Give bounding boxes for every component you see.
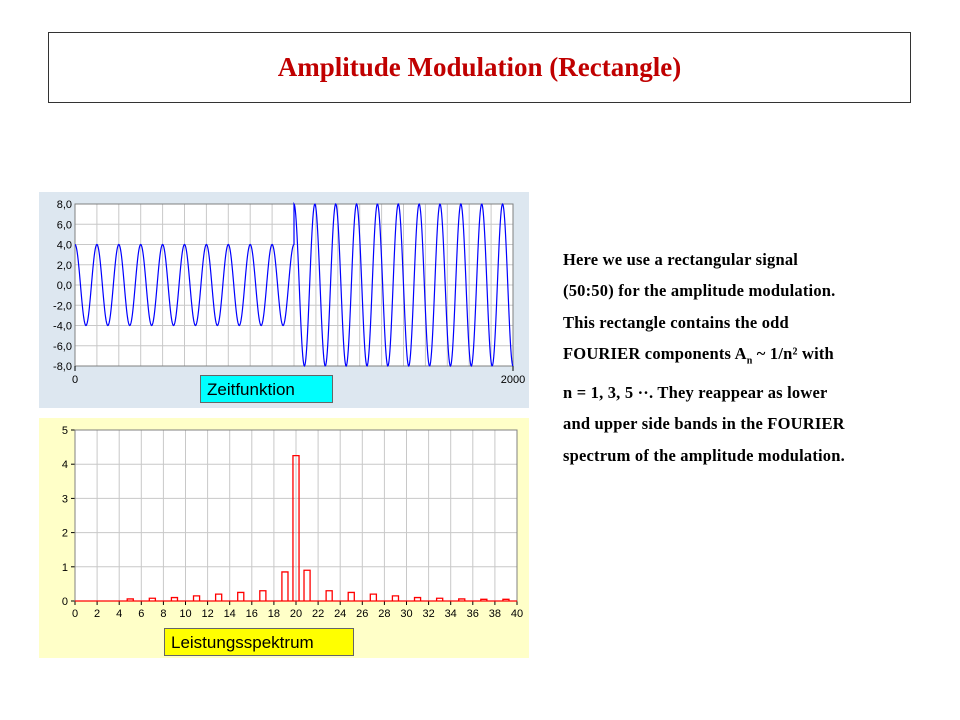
time-function-panel — [39, 192, 529, 408]
time-function-label: Zeitfunktion — [200, 375, 333, 403]
x-tick-label: 20 — [289, 608, 303, 620]
description-line-part: ~ 1/n² with — [752, 344, 834, 364]
x-tick-label: 28 — [378, 608, 391, 620]
x-tick-label: 38 — [488, 608, 502, 620]
description-line: n = 1, 3, 5 ··. They reappear as lower — [563, 382, 828, 402]
x-tick-label: 14 — [223, 608, 236, 620]
y-tick-label: 2 — [61, 527, 68, 540]
x-tick-label: 26 — [356, 608, 369, 620]
y-tick-label: -4,0 — [53, 320, 72, 333]
y-tick-label: 4,0 — [56, 239, 72, 252]
power-spectrum-chart — [39, 418, 529, 658]
title-box — [48, 32, 911, 103]
y-tick-label: 4 — [61, 459, 68, 472]
x-tick-label: 12 — [201, 608, 214, 620]
subscript-n: n — [746, 355, 753, 367]
x-tick-label: 8 — [160, 608, 167, 620]
x-tick-label: 22 — [311, 608, 325, 620]
description-line: This rectangle contains the odd — [563, 312, 789, 332]
description-line: and upper side bands in the FOURIER — [563, 414, 845, 434]
y-tick-label: 0,0 — [56, 280, 72, 292]
x-tick-label: 30 — [400, 608, 413, 620]
x-tick-label: 0 — [71, 608, 79, 620]
x-tick-label: 0 — [71, 374, 79, 386]
x-tick-label: 2 — [94, 608, 101, 620]
x-tick-label: 32 — [422, 608, 435, 620]
power-spectrum-panel — [39, 418, 529, 658]
x-tick-label: 36 — [466, 608, 479, 620]
y-tick-label: 8,0 — [56, 199, 72, 211]
x-tick-label: 40 — [510, 608, 524, 620]
y-tick-label: 0 — [61, 596, 68, 608]
x-tick-label: 24 — [334, 608, 347, 620]
power-spectrum-label: Leistungsspektrum — [164, 628, 354, 656]
y-tick-label: 5 — [61, 425, 68, 437]
x-tick-label: 6 — [138, 608, 145, 620]
y-tick-label: 6,0 — [56, 219, 72, 232]
y-tick-label: -8,0 — [53, 361, 72, 373]
x-tick-label: 2000 — [500, 374, 526, 386]
x-tick-label: 16 — [245, 608, 258, 620]
description-line: spectrum of the amplitude modulation. — [563, 445, 845, 465]
y-tick-label: -6,0 — [53, 340, 72, 353]
y-tick-label: 3 — [61, 493, 68, 506]
description-line: (50:50) for the amplitude modulation. — [563, 281, 836, 301]
description-line — [563, 338, 943, 377]
description-line-part: FOURIER components A — [563, 344, 747, 364]
x-tick-label: 18 — [267, 608, 281, 620]
y-tick-label: 2,0 — [56, 259, 72, 272]
x-tick-label: 10 — [179, 608, 192, 620]
x-tick-label: 34 — [444, 608, 457, 620]
description-line: Here we use a rectangular signal — [563, 250, 799, 269]
y-tick-label: 1 — [61, 561, 68, 574]
y-tick-label: -2,0 — [53, 300, 72, 313]
slide-title: Amplitude Modulation (Rectangle) — [277, 52, 682, 82]
x-tick-label: 4 — [116, 608, 123, 620]
description-text — [563, 244, 943, 471]
